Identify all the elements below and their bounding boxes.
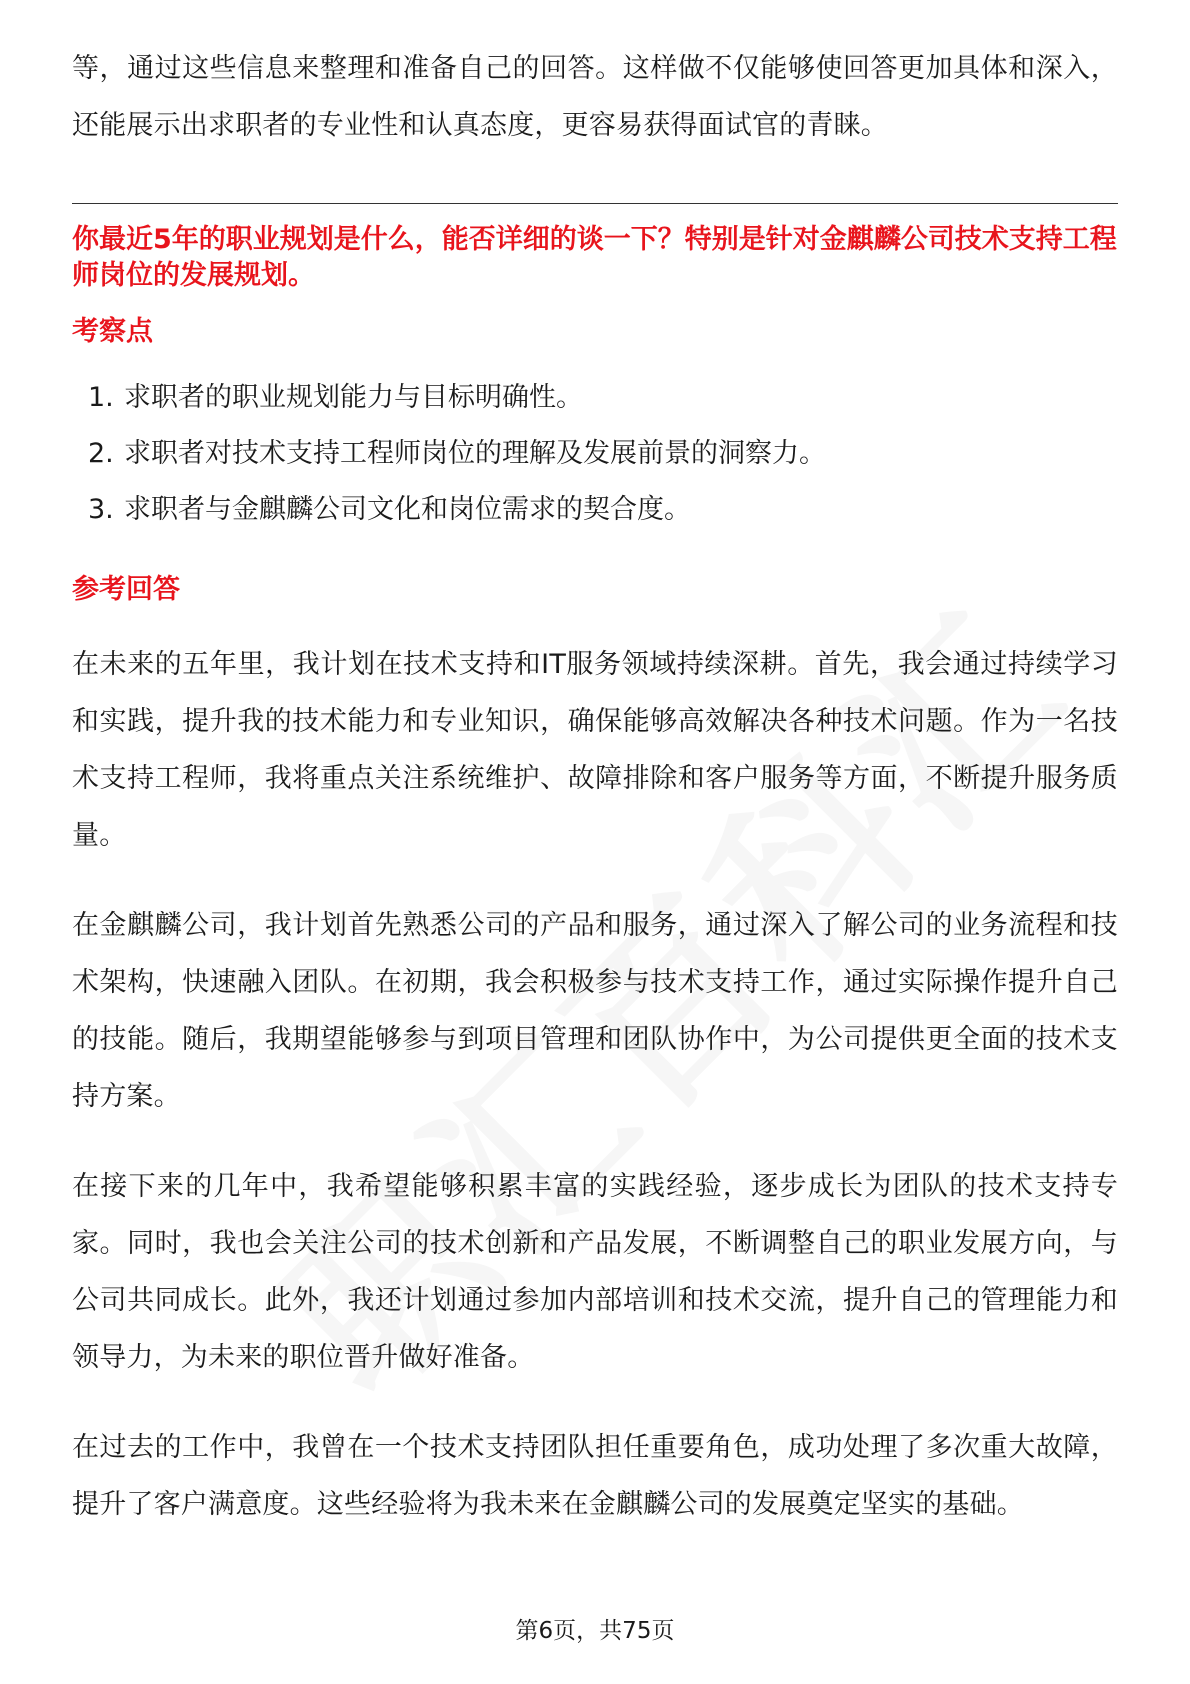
page-footer: 第6页，共75页 xyxy=(515,1618,675,1644)
intro-paragraph: 等，通过这些信息来整理和准备自己的回答。这样做不仅能够使回答更加具体和深入，还能展示出求职者的专业性和认真态度，更容易获得面试官的青睐。 xyxy=(72,53,1118,141)
list-item xyxy=(72,370,1118,426)
answer-paragraph: 在金麒麟公司，我计划首先熟悉公司的产品和服务，通过深入了解公司的业务流程和技术架构，快速融入团队。在初期，我会积极参与技术支持工作，通过实际操作提升自己的技能。随后，我期望能够参与到项目管理和团队协作中，为公司提供更全面的技术支持方案。 xyxy=(72,910,1118,1112)
points-title: 考察点 xyxy=(72,316,153,347)
list-item-text: 求职者对技术支持工程师岗位的理解及发展前景的洞察力。 xyxy=(124,438,826,469)
list-item xyxy=(72,426,1118,482)
answer-paragraph: 在过去的工作中，我曾在一个技术支持团队担任重要角色，成功处理了多次重大故障，提升了客户满意度。这些经验将为我未来在金麒麟公司的发展奠定坚实的基础。 xyxy=(72,1432,1118,1520)
points-list xyxy=(72,370,1118,538)
answer-title: 参考回答 xyxy=(72,574,180,605)
section-divider xyxy=(72,203,1118,204)
document-page xyxy=(72,40,1118,1533)
list-item-text: 求职者与金麒麟公司文化和岗位需求的契合度。 xyxy=(124,494,691,525)
list-item-number: 1. xyxy=(88,382,114,413)
question-heading: 你最近5年的职业规划是什么，能否详细的谈一下？特别是针对金麒麟公司技术支持工程师岗位的发展规划。 xyxy=(72,224,1117,291)
list-item xyxy=(72,482,1118,538)
list-item-number: 2. xyxy=(88,438,114,469)
list-item-text: 求职者的职业规划能力与目标明确性。 xyxy=(124,382,583,413)
answer-paragraph: 在接下来的几年中，我希望能够积累丰富的实践经验，逐步成长为团队的技术支持专家。同时，我也会关注公司的技术创新和产品发展，不断调整自己的职业发展方向，与公司共同成长。此外，我还计划通过参加内部培训和技术交流，提升自己的管理能力和领导力，为未来的职位晋升做好准备。 xyxy=(72,1171,1118,1373)
answer-paragraph: 在未来的五年里，我计划在技术支持和IT服务领域持续深耕。首先，我会通过持续学习和实践，提升我的技术能力和专业知识，确保能够高效解决各种技术问题。作为一名技术支持工程师，我将重点关注系统维护、故障排除和客户服务等方面，不断提升服务质量。 xyxy=(72,649,1118,851)
list-item-number: 3. xyxy=(88,494,114,525)
answer-body xyxy=(72,636,1118,1533)
